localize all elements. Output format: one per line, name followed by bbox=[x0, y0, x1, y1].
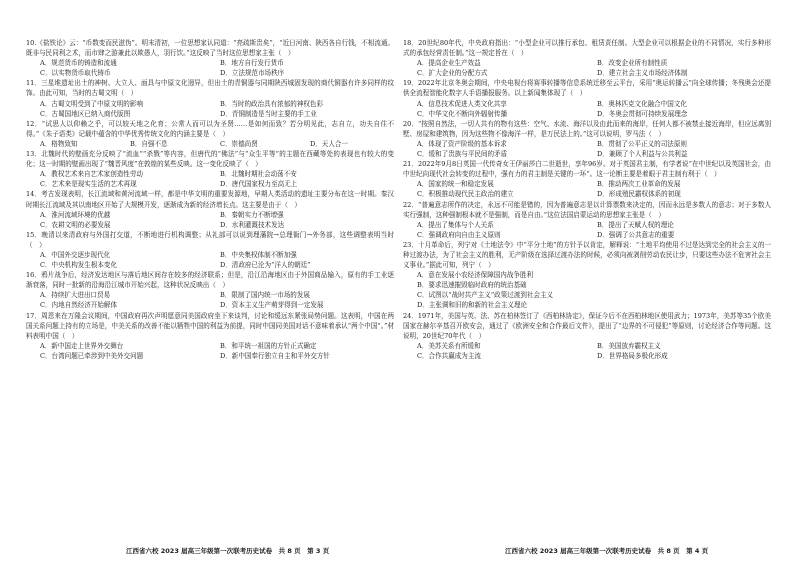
answer-options bbox=[417, 99, 771, 119]
question-block bbox=[403, 119, 771, 159]
answer-option: B．中央集权体制不断加强 bbox=[220, 250, 297, 259]
answer-option: D．天人合一 bbox=[310, 139, 348, 148]
answer-option: A．格物致知 bbox=[40, 139, 78, 148]
answer-option: D．冬奥会贯彻可持续发展理念 bbox=[597, 109, 688, 118]
answer-option: B．美国放弃霸权主义 bbox=[597, 341, 661, 350]
question-stem: 13．北魏时代的壁画充分反映了“流血”“杀戮”等内容，但唐代的“佛法”与“众生平等”的主题在西藏等处的表现也有较大的变化；这一时期的壁画出现了“魏晋风度”在敦煌的某些反映。这一变化反映了（ ） bbox=[26, 150, 394, 169]
answer-option: C．台湾问题已牵涉到中美外交问题 bbox=[40, 351, 144, 360]
answer-option: D．立法规范市场秩序 bbox=[220, 69, 285, 78]
question-block bbox=[26, 38, 394, 78]
answer-option: C．扩大企业的分配方式 bbox=[417, 69, 488, 78]
answer-options bbox=[40, 169, 394, 189]
answer-option: A．中国外交逐步现代化 bbox=[40, 250, 111, 259]
answer-option: A．信息技术促进人类文化共享 bbox=[417, 99, 507, 108]
page-footer-right: 江西省六校 2023 届高三年级第一次联考历史试卷 共 8 页 第 4 页 bbox=[505, 547, 709, 555]
question-block bbox=[403, 78, 771, 118]
question-stem: 14．考古发现表明，长江流域和黄河流域一样，都是中华文明的重要发源地，早期人类活动的遗址主要分布在这一时期。秦汉时期长江流域及其以南地区开始了大规模开发，逐渐成为新的经济增长点。这主要是由于（ ） bbox=[26, 190, 394, 209]
question-stem: 23．十月革命后，列宁对《土地法令》中“平分土地”的方针予以肯定，解释说：“土地平均使用不过是达到完全的社会主义的一种过渡办法，为了社会主义的胜利，无产阶级在选择过渡办法的时候，必须向被剥削劳动农民让步，只要这些办法不危害社会主义事业。”据此可知，列宁（ ） bbox=[403, 240, 771, 270]
answer-option: D．唐代国家权力至高无上 bbox=[220, 180, 298, 189]
question-stem: 10.《盐铁论》云：“币数变而民滋伪”。明末清初，一位思想家认同道：“亮疏斯贵矣”，“近日河南、陕西各自行钱，不相流通。既非与民同利之术，而市肆之游兼此以欺愚人，羽行饮。”这反映了当时这位思想家主张（ ） bbox=[26, 39, 394, 58]
question-block bbox=[403, 311, 771, 361]
question-block bbox=[26, 189, 394, 229]
answer-option: A．教权艺术来自艺术家创造性劳动 bbox=[40, 170, 143, 179]
answer-option: C．崇德尚贤 bbox=[220, 139, 258, 148]
answer-options bbox=[417, 270, 771, 310]
answer-options bbox=[417, 341, 771, 361]
question-block bbox=[26, 149, 394, 189]
question-stem: 24．1971年，美国与英、法、苏在柏林签订了《西柏林协定》，保证今后不在西柏林地区使用武力；1973年，美苏等35个欧美国家在赫尔辛基召开欧安会，通过了《欧洲安全和合作最后文件》，提出了“边界的不可侵犯”等原则，讨论经济合作等问题。这说明，20世纪70年代（ ） bbox=[403, 311, 771, 340]
answer-option: B．北魏时期社会动荡不安 bbox=[220, 170, 297, 179]
answer-option: B．推动两次工业革命的发展 bbox=[597, 180, 681, 189]
answer-option: D．青铜制造是当时主要的手工业 bbox=[220, 109, 317, 118]
answer-option: A．意在发展小农经济保障国内战争胜利 bbox=[417, 271, 534, 280]
answer-option: C．缓和了贵族与平民间的矛盾 bbox=[417, 150, 508, 159]
question-stem: 19．2022年北京冬奥会期间，中央电视台将赛事转播等信息系统迁移至云平台，采用“奥运转播云”向全球传播；冬残奥会还提供全流程智能化数字人手语播报服务。以上新闻集体现了（ ） bbox=[403, 79, 771, 98]
answer-option: B．提出了天赋人权的理论 bbox=[597, 220, 674, 229]
question-stem: 20．“按照自然法，一切人共有的物有这些：空气、水流、海洋以及由此而来的海岸，任何人都不被禁止接近海岸，但应远离别墅、房屋和建筑物，因为这些物不像海洋一样，是万民法上的。”这可以说明，罗马法（ ） bbox=[403, 119, 771, 138]
question-block bbox=[26, 270, 394, 310]
answer-option: D．建立社会主义市场经济体制 bbox=[597, 69, 688, 78]
answer-options bbox=[40, 250, 394, 270]
answer-option: B．限制了国内统一市场的发展 bbox=[220, 291, 310, 300]
answer-option: B．地方自行发行货币 bbox=[220, 59, 284, 68]
question-stem: 15．晚清以来清政府与外国打交道，不断地进行机构调整；从礼部可以说到理藩院→总理衙门→外务部，这些调整表明当时（ ） bbox=[26, 230, 394, 249]
answer-options bbox=[40, 58, 394, 78]
answer-option: B．当时的政治具有浓郁的神权色彩 bbox=[220, 99, 324, 108]
answer-option: B．改变企业所有制性质 bbox=[597, 59, 668, 68]
answer-option: D．清政府已沦为“洋人的朝廷” bbox=[220, 261, 311, 270]
answer-option: A．国家的统一和稳定发展 bbox=[417, 180, 494, 189]
answer-option: C．以实物货币取代铸币 bbox=[40, 69, 111, 78]
question-block bbox=[26, 78, 394, 118]
question-block bbox=[26, 119, 394, 149]
answer-option: D．强调了公共意志的重要 bbox=[597, 230, 675, 239]
answer-option: D．主张调和旧的和新的社会主义理论 bbox=[417, 301, 528, 310]
answer-options bbox=[40, 99, 394, 119]
answer-option: C．试图以“战时共产主义”政策过渡到社会主义 bbox=[417, 291, 554, 300]
answer-option: A．体现了资产阶级的基本诉求 bbox=[417, 139, 507, 148]
answer-option: B．要求迅速摧毁临时政府的统治基础 bbox=[417, 281, 527, 290]
question-stem: 12．“试思人以仰赖之乎，可以较天地之化育；公常人而可以为圣贤……是如何而致？若分明见此，志自立，功夫自住不得。”《朱子语类》记载中蕴含的中华优秀传统文化的内涵主要是（ ） bbox=[26, 119, 394, 138]
answer-options bbox=[40, 139, 394, 149]
question-block bbox=[403, 38, 771, 78]
answer-options bbox=[40, 341, 394, 361]
answer-option: B．贯彻了公平正义的司法原则 bbox=[597, 139, 687, 148]
question-stem: 21．2022年9月8日英国一代传奇女王伊丽莎白二世逝世，享年96岁。对于英国君主制，有学者说“在中世纪以及英国社会，由中世纪向现代社会转变的过程中，强有力的君主制是关键的一环”。这一论断主要是着眼于君主制有利于（ ） bbox=[403, 160, 771, 179]
question-block bbox=[403, 240, 771, 311]
question-stem: 16．鸦片战争后，经济发达地区与落后地区间存在较多的经济联系；但是，沿江沿海地区由于外国商品输入，原有的手工业逐渐衰落，同时一批新的沿海沿江城市开始兴起，这种状况反映出（ ） bbox=[26, 271, 394, 290]
question-stem: 11．三星堆遗址出土的神树、大立人、面具与中原文化迥异，但出土的青铜器与同期陕西城固发现的商代铜器有许多同样的纹饰。由此可知，当时的古蜀文明（ ） bbox=[26, 79, 394, 98]
question-stem: 17．周恩来在万隆会议期间，中国政府再次声明愿意同美国政府坐下来谈判，讨论和缓远东紧张局势问题。这表明，中国在两国关系问题上持有的立场是，中美关系的改善不能以牺牲中国的利益为前提，同时中国同美国对话不意味着承认“两个中国”。”材料表明中国（ ） bbox=[26, 311, 394, 340]
answer-option: C．中华文化不断向外辐射传播 bbox=[417, 109, 508, 118]
question-stem: 22．“普遍意志所作的决定，永远不可能是错的，因为普遍意志是以计算票数来决定的，因而永远是多数人的意志；对于多数人实行强制，这种强制根本就不是强制，而是自由。”这位法国启蒙运动的思想家主张是（ ） bbox=[403, 200, 771, 219]
answer-option: A．持续扩大进出口贸易 bbox=[40, 291, 111, 300]
answer-option: A．提出了集体与个人关系 bbox=[417, 220, 494, 229]
question-stem: 18．20世纪80年代，中央政府指出：“小型企业可以推行承包、租赁责任制。大型企业可以根据企业的不同情况，实行多种形式的承包经营责任制。”这一规定旨在（ ） bbox=[403, 39, 771, 58]
question-block bbox=[403, 159, 771, 199]
answer-option: D．形成殖民霸权体系的初现 bbox=[597, 190, 681, 199]
answer-option: A．规范货币的铸造和流通 bbox=[40, 59, 117, 68]
answer-option: A．淮河流域环境的优越 bbox=[40, 210, 111, 219]
answer-option: B．自强不息 bbox=[130, 139, 168, 148]
answer-option: D．新中国奉行独立自主和平外交方针 bbox=[220, 351, 331, 360]
answer-option: B．和平统一祖国的方针正式确定 bbox=[220, 341, 317, 350]
answer-option: C．古蜀国地区已纳入商代版图 bbox=[40, 109, 131, 118]
answer-option: C．强调政府向自由主义原则 bbox=[417, 230, 501, 239]
answer-option: D．资本主义生产萌芽得到一定发展 bbox=[220, 301, 324, 310]
answer-options bbox=[417, 58, 771, 78]
right-column bbox=[403, 38, 771, 361]
answer-options bbox=[417, 220, 771, 240]
answer-option: C．艺术来是现实生活的艺术再现 bbox=[40, 180, 137, 189]
answer-option: A．美苏关系有所缓和 bbox=[417, 341, 481, 350]
answer-options bbox=[40, 210, 394, 230]
answer-option: A．新中国走上世界外交舞台 bbox=[40, 341, 124, 350]
answer-option: C．合作共赢成为主流 bbox=[417, 351, 481, 360]
left-column bbox=[26, 38, 394, 361]
page-footer-left: 江西省六校 2023 届高三年级第一次联考历史试卷 共 8 页 第 3 页 bbox=[126, 547, 330, 555]
answer-option: D．兼顾了个人利益与公共利益 bbox=[597, 150, 688, 159]
answer-option: D．水利灌溉技术发达 bbox=[220, 220, 285, 229]
answer-option: A．古蜀文明受到了中原文明的影响 bbox=[40, 99, 143, 108]
answer-option: B．奥林匹克文化融合中国文化 bbox=[597, 99, 687, 108]
answer-option: C．内地自然经济开始解体 bbox=[40, 301, 118, 310]
answer-options bbox=[40, 290, 394, 310]
answer-options bbox=[417, 139, 771, 159]
answer-option: B．秦朝实力不断增强 bbox=[220, 210, 284, 219]
question-block bbox=[26, 230, 394, 270]
answer-option: A．提高企业生产效益 bbox=[417, 59, 481, 68]
answer-option: C．积极推动现代民主政治的建立 bbox=[417, 190, 514, 199]
question-block bbox=[403, 200, 771, 240]
answer-option: C．农耕文明的必要发展 bbox=[40, 220, 111, 229]
answer-option: C．中央机构发生根本变化 bbox=[40, 261, 118, 270]
question-block bbox=[26, 311, 394, 361]
answer-options bbox=[417, 179, 771, 199]
answer-option: D．世界格局多极化形成 bbox=[597, 351, 668, 360]
